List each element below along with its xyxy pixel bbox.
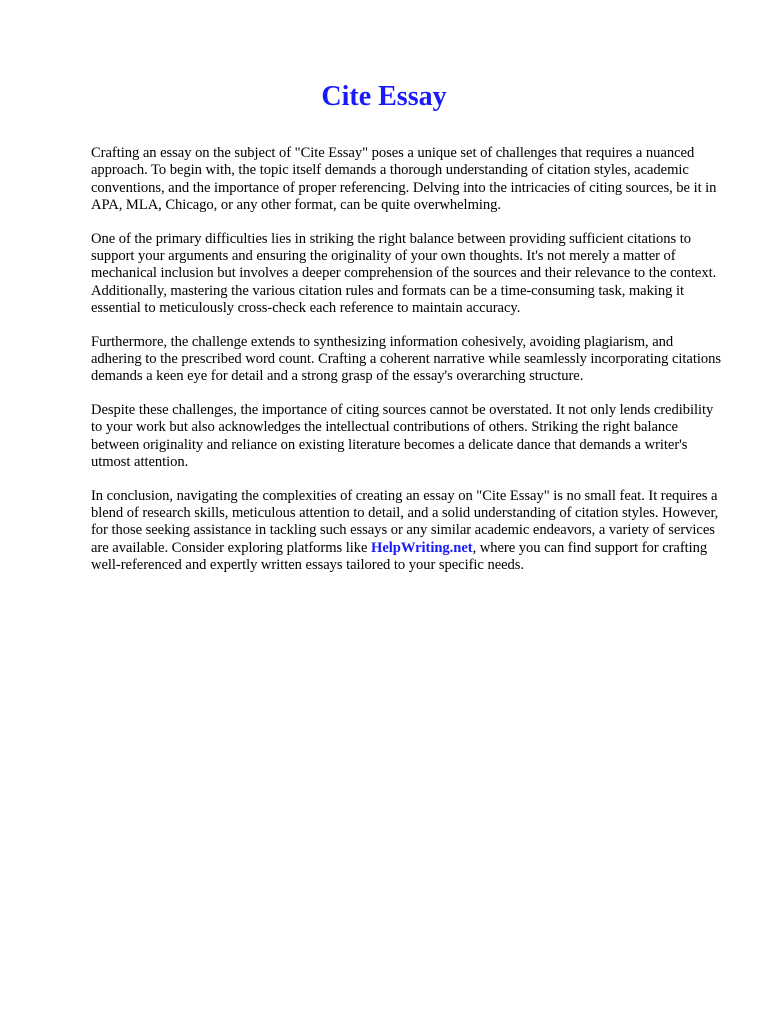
paragraph-conclusion	[91, 488, 721, 575]
paragraph-1: Crafting an essay on the subject of "Cite Essay" poses a unique set of challenges that requires a nuanced approach. To begin with, the topic itself demands a thorough understanding of citation styles, academic conventions, and the importance of proper referencing. Delving into the intricacies of citing sources, be it in APA, MLA, Chicago, or any other format, can be quite overwhelming.	[91, 145, 717, 214]
conclusion-text-after-link: , where you can find support for crafting well-referenced and expertly written essays tailored to your specific needs.	[91, 539, 708, 574]
conclusion-text-before-link: In conclusion, navigating the complexities of creating an essay on "Cite Essay" is no small feat. It requires a blend of research skills, meticulous attention to detail, and a solid understanding of citation styles. However, for those seeking assistance in tackling such essays or any similar academic endeavors, a variety of services are available. Consider exploring platforms like	[91, 487, 719, 556]
page-title: Cite Essay	[321, 81, 447, 112]
helpwriting-link[interactable]: HelpWriting.net	[371, 539, 473, 556]
paragraph-2: One of the primary difficulties lies in striking the right balance between providing sufficient citations to support your arguments and ensuring the originality of your own thoughts. It's not merely a matter of mechanical inclusion but involves a deeper comprehension of the sources and their relevance to the context. Additionally, mastering the various citation rules and formats can be a time-consuming task, making it essential to meticulously cross-check each reference to maintain accuracy.	[91, 230, 717, 317]
essay-body	[91, 145, 721, 591]
paragraph-4: Despite these challenges, the importance of citing sources cannot be overstated. It not only lends credibility to your work but also acknowledges the intellectual contributions of others. Striking the right balance between originality and reliance on existing literature becomes a delicate dance that demands a writer's utmost attention.	[91, 401, 714, 471]
paragraph-3: Furthermore, the challenge extends to synthesizing information cohesively, avoiding plagiarism, and adhering to the prescribed word count. Crafting a coherent narrative while seamlessly incorporating citations demands a keen eye for detail and a strong grasp of the essay's overarching structure.	[91, 333, 721, 385]
